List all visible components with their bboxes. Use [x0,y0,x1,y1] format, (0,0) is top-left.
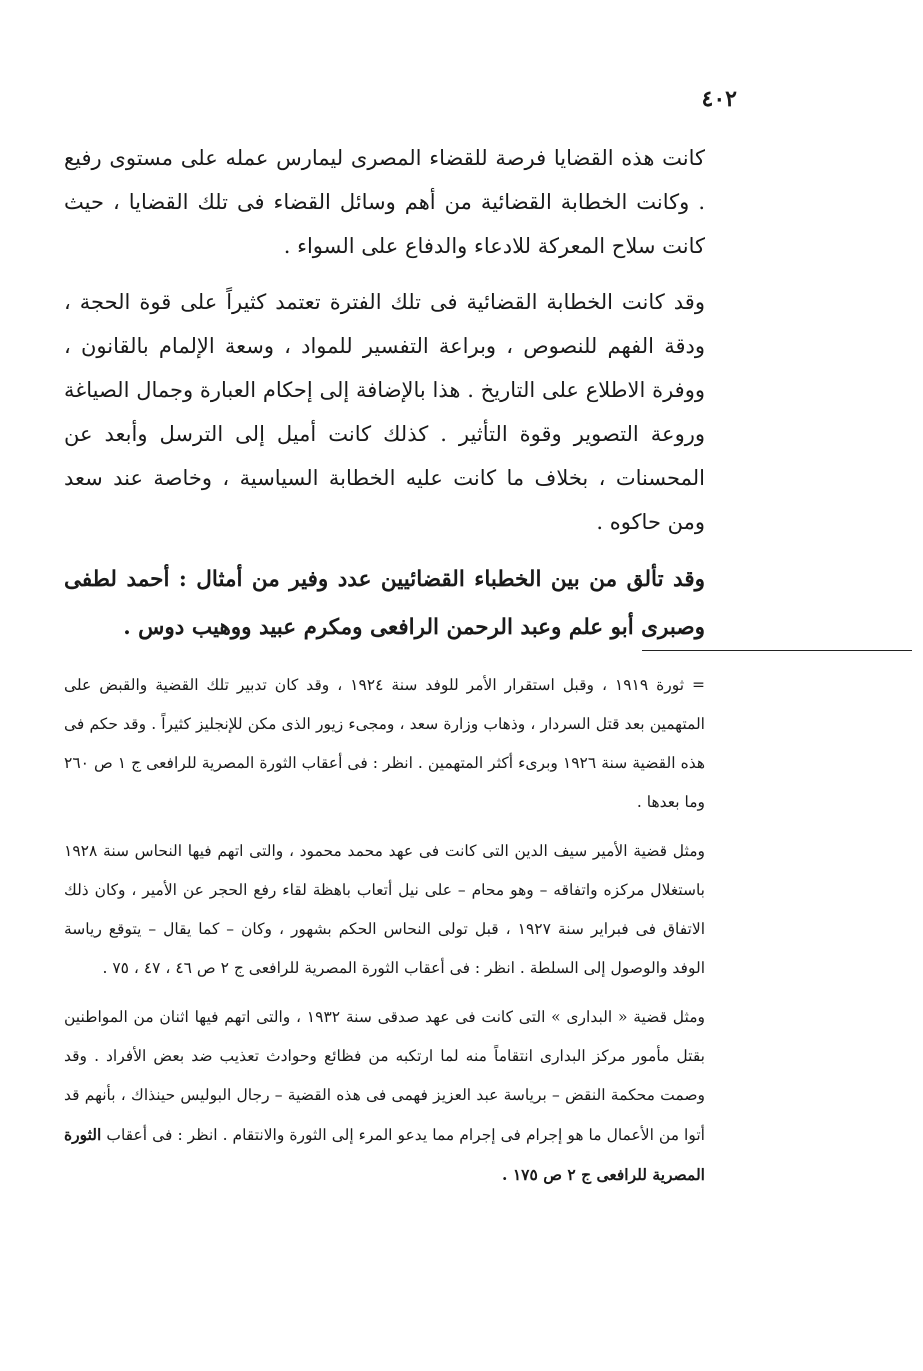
footnote-separator [642,650,912,651]
footnote: ومثل قضية الأمير سيف الدين التى كانت فى عهد محمد محمود ، والتى اتهم فيها النحاس سنة ١٩٢٨ باستغلال مركزه واتفاقه – وهو محام – على نيل أتعاب باهظة لقاء رفع الحجر عن الأمير ، وكان ذلك الاتفاق فى فبراير سنة ١٩٢٧ ، قبل تولى النحاس الحكم بشهور ، وكان – كما يقال – يتوقع رياسة الوفد والوصول إلى السلطة . انظر : فى أعقاب الثورة المصرية للرافعى ج ٢ ص ٤٦ ، ٤٧ ، ٧٥ . [64,842,705,977]
page-number: ٤٠٢ [701,86,737,112]
footnote [64,998,705,1195]
footnotes [64,666,705,1205]
body-paragraph: وقد تألق من بين الخطباء القضائيين عدد وفير من أمثال : أحمد لطفى وصبرى أبو علم وعبد الرحمن الرافعى ومكرم عبيد ووهيب دوس . [64,567,705,640]
footnote-text: ومثل قضية « البدارى » التى كانت فى عهد صدقى سنة ١٩٣٢ ، والتى اتهم فيها اثنان من المواطنين بقتل مأمور مركز البدارى انتقاماً منه لما ارتكبه من فظائع وحوادث تعذيب ضد بعض الأفراد . وقد وصمت محكمة النقض – برياسة عبد العزيز فهمى فى هذه القضية – رجال البوليس حينذاك ، بأنهم قد أتوا من الأعمال ما هو إجرام فى إجرام مما يدعو المرء إلى الثورة والانتقام . انظر : فى أعقاب [64,1008,705,1144]
body-paragraph: وقد كانت الخطابة القضائية فى تلك الفترة تعتمد كثيراً على قوة الحجة ، ودقة الفهم للنصوص ، وبراعة التفسير للمواد ، وسعة الإلمام بالقانون ، ووفرة الاطلاع على التاريخ . هذا بالإضافة إلى إحكام العبارة وجمال الصياغة وروعة التصوير وقوة التأثير . كذلك كانت أميل إلى الترسل وأبعد عن المحسنات ، بخلاف ما كانت عليه الخطابة السياسية ، وخاصة عند سعد ومن حاكوه . [64,290,705,534]
footnote-reference-bold: الثورة المصرية للرافعى ج ٢ ص ١٧٥ . [64,1125,705,1184]
main-text [64,136,705,664]
footnote: = ثورة ١٩١٩ ، وقبل استقرار الأمر للوفد سنة ١٩٢٤ ، وقد كان تدبير تلك القضية والقبض على المتهمين بعد قتل السردار ، وذهاب وزارة سعد ، ومجىء زيور الذى مكن للإنجليز كثيراً . وقد حكم فى هذه القضية سنة ١٩٢٦ وبرىء أكثر المتهمين . انظر : فى أعقاب الثورة المصرية للرافعى ج ١ ص ٢٦٠ وما بعدها . [64,676,705,811]
body-paragraph: كانت هذه القضايا فرصة للقضاء المصرى ليمارس عمله على مستوى رفيع . وكانت الخطابة القضائية من أهم وسائل القضاء فى تلك القضايا ، حيث كانت سلاح المعركة للادعاء والدفاع على السواء . [64,146,705,258]
